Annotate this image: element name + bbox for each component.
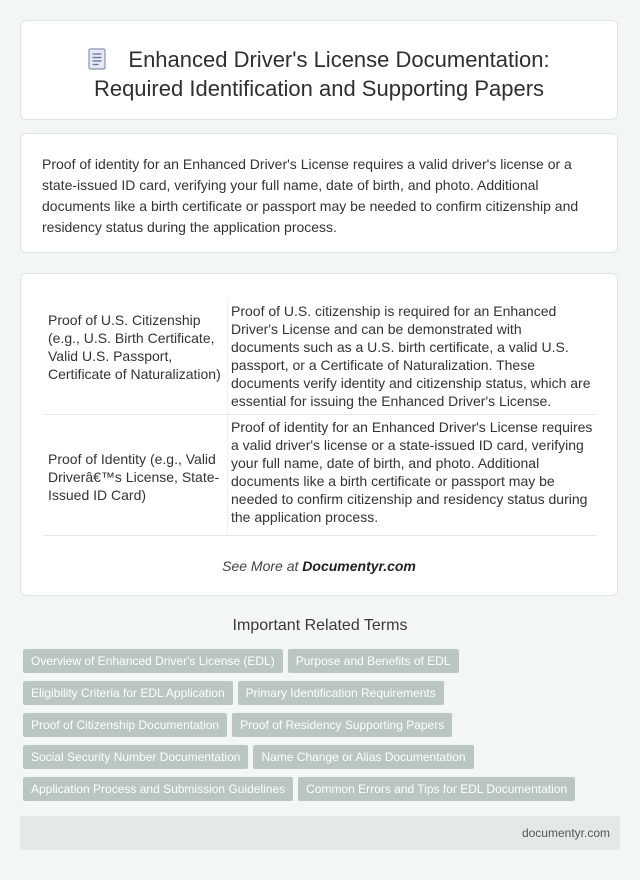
related-terms-list [23,649,623,809]
footer-site-link[interactable]: documentyr.com [521,826,610,840]
related-term-tag[interactable]: Proof of Residency Supporting Papers [232,713,452,737]
column-divider [227,298,228,414]
related-term-tag[interactable]: Overview of Enhanced Driver's License (EDL) [23,649,283,673]
see-more-site[interactable]: Documentyr.com [302,558,416,574]
see-more-prefix: See More at [222,558,303,574]
related-terms-heading: Important Related Terms [232,617,408,634]
related-term-tag[interactable]: Application Process and Submission Guidelines [23,777,293,801]
term-cell: Proof of Identity (e.g., Valid Driverâ€™s License, State-Issued ID Card) [48,451,220,503]
related-term-tag[interactable]: Proof of Citizenship Documentation [23,713,227,737]
term-cell: Proof of U.S. Citizenship (e.g., U.S. Birth Certificate, Valid U.S. Passport, Certificate of Naturalization) [48,312,221,382]
table-row [43,414,597,536]
page-title-text: Enhanced Driver's License Documentation: Required Identification and Supporting Papers [93,47,550,101]
description-cell: Proof of identity for an Enhanced Driver's License requires a valid driver's license or a state-issued ID card, verifying your full name, date of birth, and photo. Additional documents like a birth certificate or passport may be needed to confirm citizenship and residency status during the application process. [231,419,593,525]
description-cell: Proof of U.S. citizenship is required for an Enhanced Driver's License and can be demonstrated with documents such as a U.S. birth certificate, a valid U.S. passport, or a Certificate of Naturalization. These documents verify identity and citizenship status, which are essential for issuing the Enhanced Driver's License. [231,303,591,409]
intro-card [20,133,618,253]
related-term-tag[interactable]: Primary Identification Requirements [238,681,444,705]
see-more-link[interactable] [21,558,617,574]
footer [20,816,620,850]
intro-text: Proof of identity for an Enhanced Driver's License requires a valid driver's license or a state-issued ID card, verifying your full name, date of birth, and photo. Additional documents like a birth certificate or passport may be needed to confirm citizenship and residency status during the application process. [42,156,579,235]
related-term-tag[interactable]: Common Errors and Tips for EDL Documentation [298,777,575,801]
document-icon [88,48,106,70]
related-term-tag[interactable]: Eligibility Criteria for EDL Application [23,681,233,705]
related-term-tag[interactable]: Social Security Number Documentation [23,745,248,769]
related-term-tag[interactable]: Name Change or Alias Documentation [253,745,473,769]
table-row [43,298,597,415]
column-divider [227,414,228,535]
definition-table [20,273,618,596]
related-term-tag[interactable]: Purpose and Benefits of EDL [288,649,459,673]
page-title [21,45,617,103]
title-card [20,20,618,120]
